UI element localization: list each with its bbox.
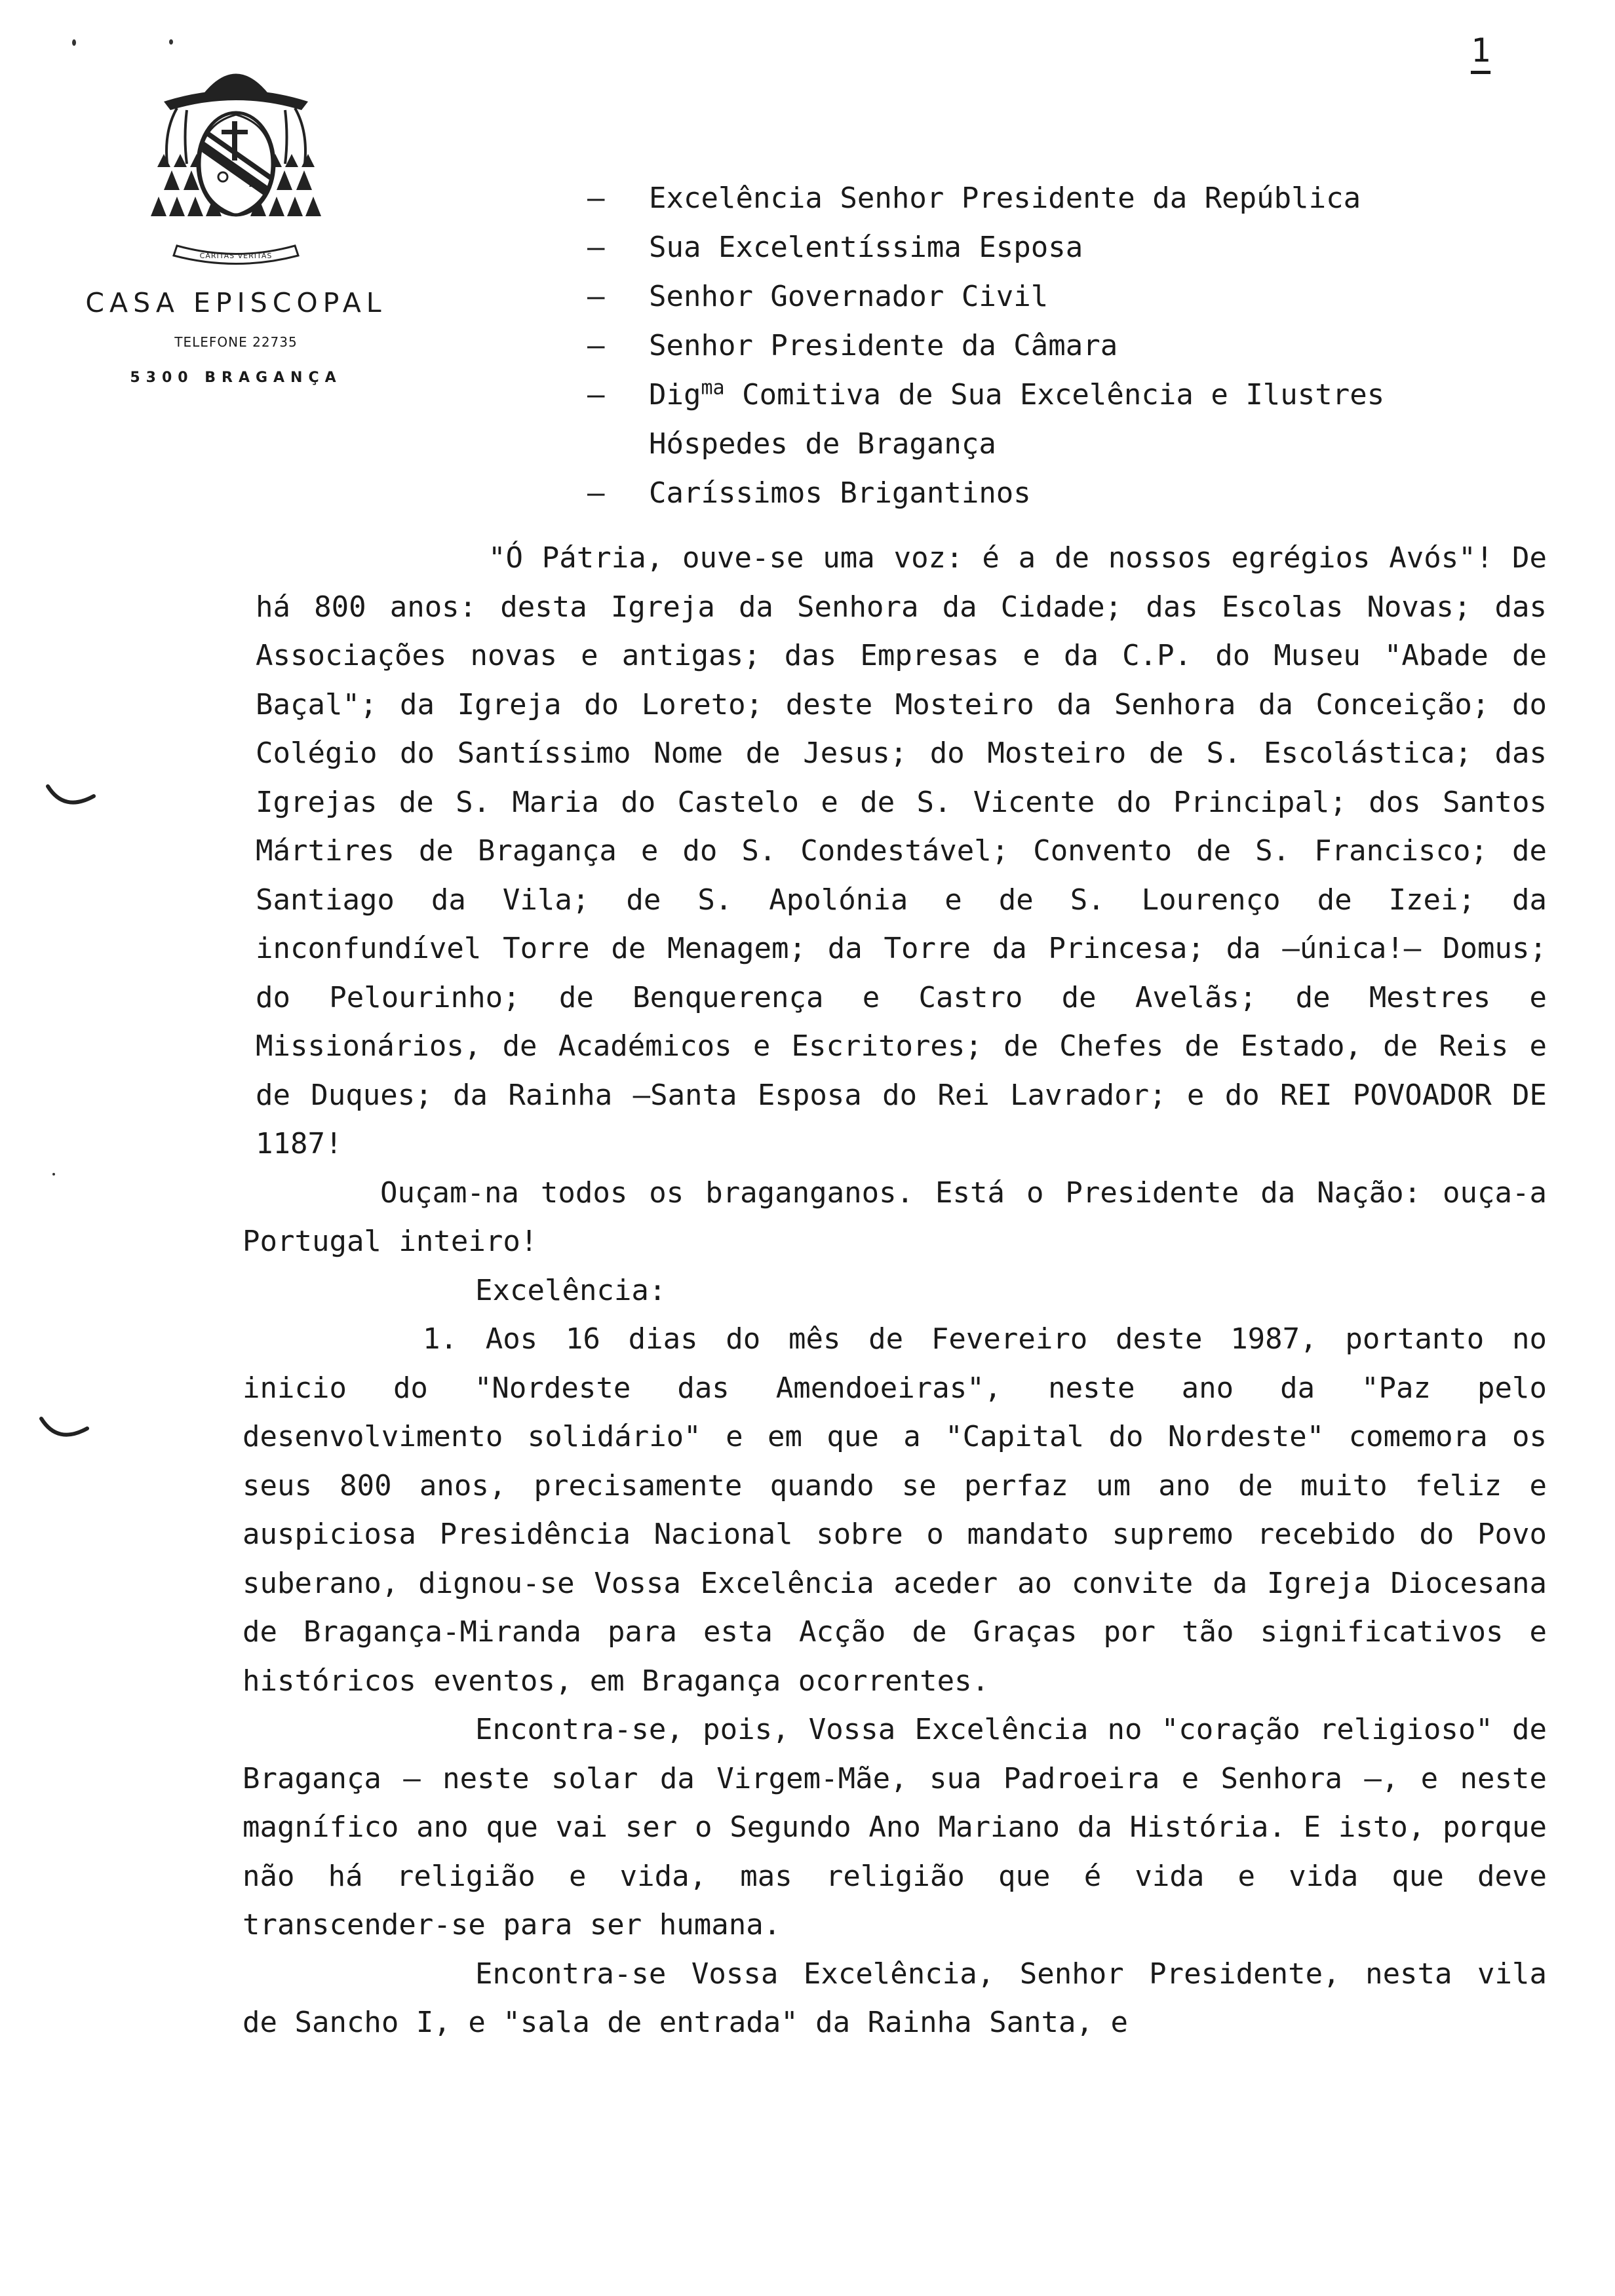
scan-speck — [72, 39, 76, 46]
salutation-text: Caríssimos Brigantinos — [649, 476, 1031, 510]
letterhead — [52, 52, 419, 386]
salutation-item — [587, 174, 1584, 223]
paragraph: "Ó Pátria, ouve-se uma voz: é a de nossos egrégios Avós"! De há 800 anos: desta Igreja da Senhora da Cidade; das Escolas Novas; das Associações novas e antigas; das Empresas e da C.P. do Museu "Abade de Baçal"; da Igreja do Loreto; deste Mosteiro da Senhora da Conceição; do Colégio do Santíssimo Nome de Jesus; do Mosteiro de S. Escolástica; das Igrejas de S. Maria do Castelo e de S. Vicente do Principal; dos Santos Mártires de Bragança e do S. Condestável; Convento de S. Francisco; de Santiago da Vila; de S. Apolónia e de S. Lourenço de Izei; da inconfundível Torre de Menagem; da Torre da Princesa; da —única!— Domus; do Pelourinho; de Benquerença e Castro de Avelãs; de Mestres e Missionários, de Académicos e Escritores; de Chefes de Estado, de Reis e de Duques; da Rainha —Santa Esposa do Rei Lavrador; e do REI POVOADOR DE 1187! — [256, 541, 1547, 1160]
salutation-item — [587, 272, 1584, 321]
em-dash: — — [587, 329, 605, 362]
greeting: Excelência: — [475, 1273, 667, 1307]
salutation-item — [587, 223, 1584, 272]
em-dash: — — [587, 182, 605, 215]
paragraph: Encontra-se, pois, Vossa Excelência no "coração religioso" de Bragança — neste solar da Virgem-Mãe, sua Padroeira e Senhora —, e neste magnífico ano que vai ser o Segundo Ano Mariano da História. E isto, porque não há religião e vida, mas religião que é vida e vida que deve transcender-se para ser humana. — [243, 1713, 1547, 1942]
em-dash: — — [587, 231, 605, 264]
salutation-continuation — [587, 419, 1584, 469]
letterhead-name: CASA EPISCOPAL — [85, 287, 387, 318]
salutation-text — [649, 370, 1384, 419]
salutation-rest: Comitiva de Sua Excelência e Ilustres — [724, 378, 1385, 411]
page-number: 1 — [1471, 31, 1491, 69]
salutation-text: Sua Excelentíssima Esposa — [649, 231, 1083, 264]
salutation-text: Senhor Presidente da Câmara — [649, 329, 1118, 362]
letter-body — [243, 534, 1547, 2048]
salutation-item — [587, 321, 1584, 370]
numbered-paragraph: 1. Aos 16 dias do mês de Fevereiro deste 1987, portanto no inicio do "Nordeste das Amendoeiras", neste ano da "Paz pelo desenvolvimento solidário" e em que a "Capital do Nordeste" comemora os seus 800 anos, precisamente quando se perfaz um ano de muito feliz e auspiciosa Presidência Nacional sobre o mandato supremo recebido do Povo suberano, dignou-se Vossa Excelência aceder ao convite da Igreja Diocesana de Bragança-Miranda para esta Acção de Graças por tão significativos e históricos eventos, em Bragança ocorrentes. — [243, 1322, 1547, 1698]
binding-mark-icon — [45, 783, 97, 816]
salutation-text: Hóspedes de Bragança — [649, 427, 996, 461]
scan-speck — [169, 39, 173, 45]
paragraph: Ouçam-na todos os braganganos. Está o Presidente da Nação: ouça-a Portugal inteiro! — [243, 1176, 1547, 1258]
letterhead-city: 5300 BRAGANÇA — [130, 370, 342, 386]
salutation-prefix: Dig — [649, 378, 701, 411]
em-dash: — — [587, 280, 605, 313]
salutation-text: Senhor Governador Civil — [649, 280, 1049, 313]
episcopal-crest-icon — [138, 52, 334, 275]
salutation-list — [587, 174, 1584, 518]
em-dash: — — [587, 476, 605, 510]
em-dash: — — [587, 378, 605, 411]
binding-mark-icon — [38, 1415, 90, 1448]
salutation-superscript: ma — [701, 376, 725, 400]
scan-speck — [52, 1173, 55, 1176]
salutation-item — [587, 370, 1584, 419]
salutation-item — [587, 469, 1584, 518]
paragraph: Encontra-se Vossa Excelência, Senhor Presidente, nesta vila de Sancho I, e "sala de entrada" da Rainha Santa, e — [243, 1957, 1547, 2039]
letterhead-phone: TELEFONE 22735 — [174, 334, 298, 350]
svg-text:CARITAS VERITAS: CARITAS VERITAS — [199, 252, 273, 260]
salutation-text: Excelência Senhor Presidente da República — [649, 182, 1361, 215]
